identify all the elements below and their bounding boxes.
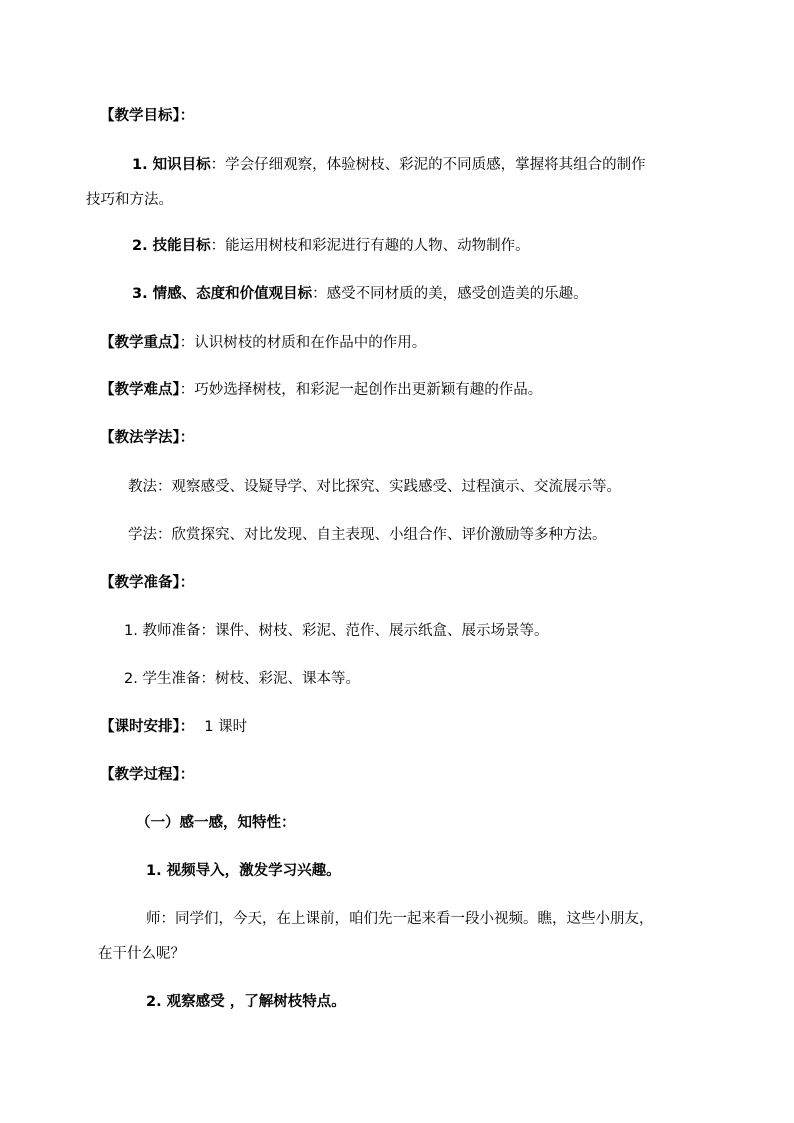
keypoint-text: ：认识树枝的材质和在作品中的作用。 xyxy=(179,335,427,351)
section-title: （一）感一感，知特性： xyxy=(136,815,296,831)
schedule-heading: 【课时安排】： xyxy=(100,719,195,735)
objective-knowledge-text: ：学会仔细观察，体验树枝、彩泥的不同质感，掌握将其组合的制作 xyxy=(210,157,646,173)
objective-emotion-text: ：感受不同材质的美，感受创造美的乐趣。 xyxy=(312,286,588,302)
objective-skill-label: 2. 技能目标 xyxy=(132,238,211,254)
preparation-heading: 【教学准备】： xyxy=(100,575,195,591)
process-heading: 【教学过程】： xyxy=(100,767,195,783)
objective-skill xyxy=(132,236,530,256)
objective-emotion xyxy=(132,284,588,304)
preparation-item: 1. 教师准备：课件、树枝、彩泥、范作、展示纸盒、展示场景等。 xyxy=(124,623,549,639)
difficulty-heading: 【教学难点】 xyxy=(100,382,180,398)
teaching-methods: 教法：观察感受、设疑导学、对比探究、实践感受、过程演示、交流展示等。 xyxy=(128,479,621,495)
preparation-item: 2. 学生准备：树枝、彩泥、课本等。 xyxy=(124,671,360,687)
schedule xyxy=(100,717,247,737)
objective-emotion-label: 3. 情感、态度和价值观目标 xyxy=(132,286,313,302)
objective-skill-text: ：能运用树枝和彩泥进行有趣的人物、动物制作。 xyxy=(210,238,530,254)
keypoint-heading: 【教学重点】 xyxy=(100,335,180,351)
learning-methods: 学法：欣赏探究、对比发现、自主表现、小组合作、评价激励等多种方法。 xyxy=(128,527,607,543)
teacher-dialogue-cont: 在干什么呢？ xyxy=(98,946,185,962)
schedule-text: 1 课时 xyxy=(204,719,248,735)
methods-heading: 【教法学法】： xyxy=(100,430,195,446)
teacher-dialogue: 师：同学们，今天，在上课前，咱们先一起来看一段小视频。瞧，这些小朋友， xyxy=(146,911,654,927)
objectives-heading: 【教学目标】： xyxy=(100,108,195,124)
objective-knowledge-label: 1. 知识目标 xyxy=(132,157,211,173)
step-title: 1. 视频导入，激发学习兴趣。 xyxy=(146,863,341,879)
difficulty xyxy=(100,380,542,400)
objective-knowledge xyxy=(132,155,646,175)
keypoint xyxy=(100,333,426,353)
step-title: 2. 观察感受 ，了解树枝特点。 xyxy=(146,994,346,1010)
difficulty-text: ：巧妙选择树枝，和彩泥一起创作出更新颖有趣的作品。 xyxy=(179,382,543,398)
objective-knowledge-cont: 技巧和方法。 xyxy=(86,192,173,208)
